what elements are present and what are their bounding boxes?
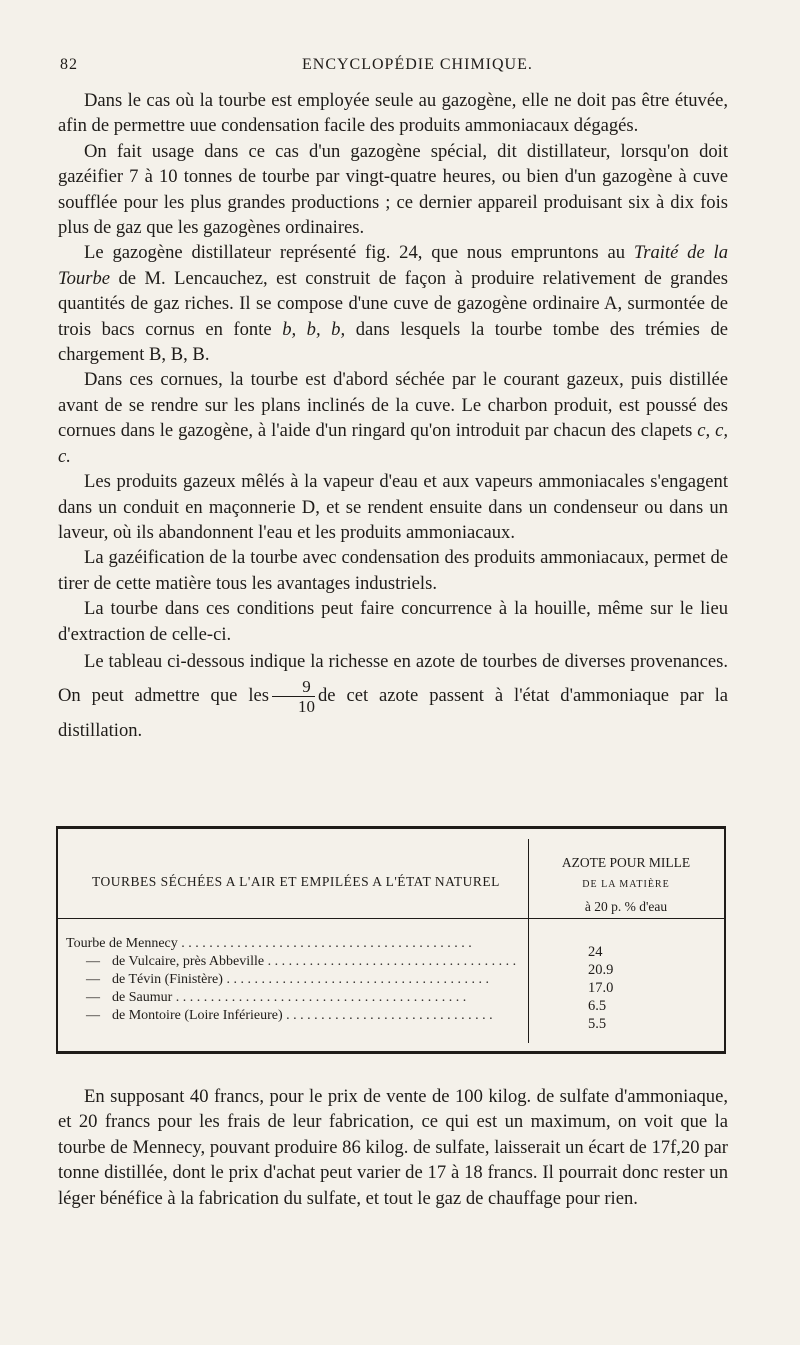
azote-header-line-2: DE LA MATIÈRE: [582, 879, 670, 890]
paragraph-1: Dans le cas où la tourbe est employée seule au gazogène, elle ne doit pas être étuvée, afin de permettre uue condensation facile des produits ammoniacaux dégagés.: [58, 90, 728, 137]
leader-dots: . . . . . . . . . . . . . . . . . . . . . . . . . . . . . . . . . . . . . .: [222, 972, 489, 987]
paragraph-6: La gazéification de la tourbe avec condensation des produits ammoniacaux, permet de tirer de cette matière tous les avantages industriels.: [58, 547, 728, 594]
paragraph-3: [58, 240, 728, 367]
paragraph-8-part-a: Le tableau ci-dessous indique la richesse en azote de tourbes de diverses provenances. On peut admettre que les: [58, 650, 728, 706]
bac-letters: b, b, b,: [282, 318, 346, 340]
fraction: [272, 677, 315, 716]
table-row: [66, 971, 516, 989]
azote-header-line-3: à 20 p. % d'eau: [584, 899, 668, 914]
row-name: de Mennecy: [108, 936, 178, 951]
clapet-letters: c, c, c.: [58, 420, 728, 467]
paragraph-7: La tourbe dans ces conditions peut faire concurrence à la houille, même sur le lieu d'extraction de celle-ci.: [58, 598, 728, 645]
table-row: [66, 1007, 516, 1025]
book-title: Traité de la Tourbe: [58, 242, 728, 289]
row-prefix: —: [86, 990, 100, 1005]
row-name: de Montoire (Loire Inférieure): [112, 1008, 283, 1023]
running-title: ENCYCLOPÉDIE CHIMIQUE.: [302, 56, 533, 73]
page-number: 82: [60, 56, 78, 73]
leader-dots: . . . . . . . . . . . . . . . . . . . . . . . . . . . . . .: [282, 1008, 493, 1023]
body-text: [58, 88, 728, 746]
row-prefix: —: [86, 1008, 100, 1023]
paragraph-3-part-a: Le gazogène distillateur représenté fig. 24, que nous empruntons au: [84, 242, 634, 264]
fraction-denominator: 10: [297, 696, 315, 716]
paragraph-9: En supposant 40 francs, pour le prix de vente de 100 kilog. de sulfate d'ammoniaque, et 20 francs pour les frais de leur fabrication, ce qui est un maximum, on voit que la tourbe de Mennecy, pouvant produire 86 kilog. de sulfate, laisserait un écart de 17f,20 par tonne distillée, dont le prix d'achat peut varier de 17 à 18 francs. Il pourrait donc rester un léger bénéfice à la fabrication du sulfate, et tout le gaz de chauffage pour rien.: [58, 1086, 728, 1209]
paragraph-8: [58, 647, 728, 746]
paragraph-4-part-a: Dans ces cornues, la tourbe est d'abord séchée par le courant gazeux, puis distillée avant de se rendre sur les plans inclinés de la cuve. Le charbon produit, est poussé des cornues dans le gazogène, à l'aide d'un ringard qu'on introduit par chacun des clapets: [58, 369, 728, 442]
leader-dots: . . . . . . . . . . . . . . . . . . . . . . . . . . . . . . . . . . . . . . . . . .: [177, 936, 472, 951]
azote-value: 6.5: [588, 998, 607, 1014]
row-name: de Saumur: [112, 990, 173, 1005]
table-row: [66, 935, 516, 953]
row-name: de Vulcaire, près Abbeville: [112, 954, 265, 969]
row-prefix: —: [86, 972, 100, 987]
azote-value: 5.5: [588, 1016, 607, 1032]
paragraph-5: Les produits gazeux mêlés à la vapeur d'eau et aux vapeurs ammoniacales s'engagent dans un conduit en maçonnerie D, et se rendent ensuite dans un condenseur ou dans un laveur, où ils abandonnent l'eau et les produits ammoniacaux.: [58, 471, 728, 543]
row-name: de Tévin (Finistère): [112, 972, 223, 987]
leader-dots: . . . . . . . . . . . . . . . . . . . . . . . . . . . . . . . . . . . . . . . . . .: [172, 990, 467, 1005]
paragraph-4: [58, 367, 728, 469]
azote-value: 20.9: [588, 962, 614, 978]
column-divider: [528, 839, 529, 1043]
fraction-numerator: 9: [272, 677, 315, 697]
row-prefix: Tourbe: [66, 936, 106, 951]
row-prefix: —: [86, 954, 100, 969]
paragraph-8-part-b: de cet azote passent à l'état d'ammoniaque par la distillation.: [58, 684, 729, 741]
azote-value: 17.0: [588, 980, 614, 996]
nitrogen-table: [56, 826, 726, 1054]
paragraph-2: On fait usage dans ce cas d'un gazogène spécial, dit distillateur, lorsqu'on doit gazéifier 7 à 10 tonnes de tourbe par vingt-quatre heures, ou bien d'un gazogène à cuve soufflée pour les plus grandes productions ; ce dernier appareil produisant six à dix fois plus de gaz que les gazogènes ordinaires.: [58, 140, 728, 239]
leader-dots: . . . . . . . . . . . . . . . . . . . . . . . . . . . . . . . . . . . .: [264, 954, 516, 969]
azote-value: 24: [588, 944, 603, 960]
column-header-azote: [536, 851, 716, 919]
azote-header-line-1: AZOTE POUR MILLE: [561, 855, 691, 870]
paragraph-3-part-c: dans lesquels la tourbe tombe des trémies de chargement B, B, B.: [58, 318, 728, 366]
table-row: [66, 989, 516, 1007]
paragraph-3-part-b: de M. Lencauchez, est construit de façon à produire relativement de grandes quantités de gaz riches. Il se compose d'une cuve de gazogène ordinaire A, surmontée de trois bacs cornus en fonte: [58, 267, 728, 340]
column-header-tourbes: TOURBES SÉCHÉES A L'AIR ET EMPILÉES A L'ÉTAT NATUREL: [92, 874, 500, 889]
body-text-continued: [58, 1084, 728, 1211]
table-row: [66, 953, 516, 971]
